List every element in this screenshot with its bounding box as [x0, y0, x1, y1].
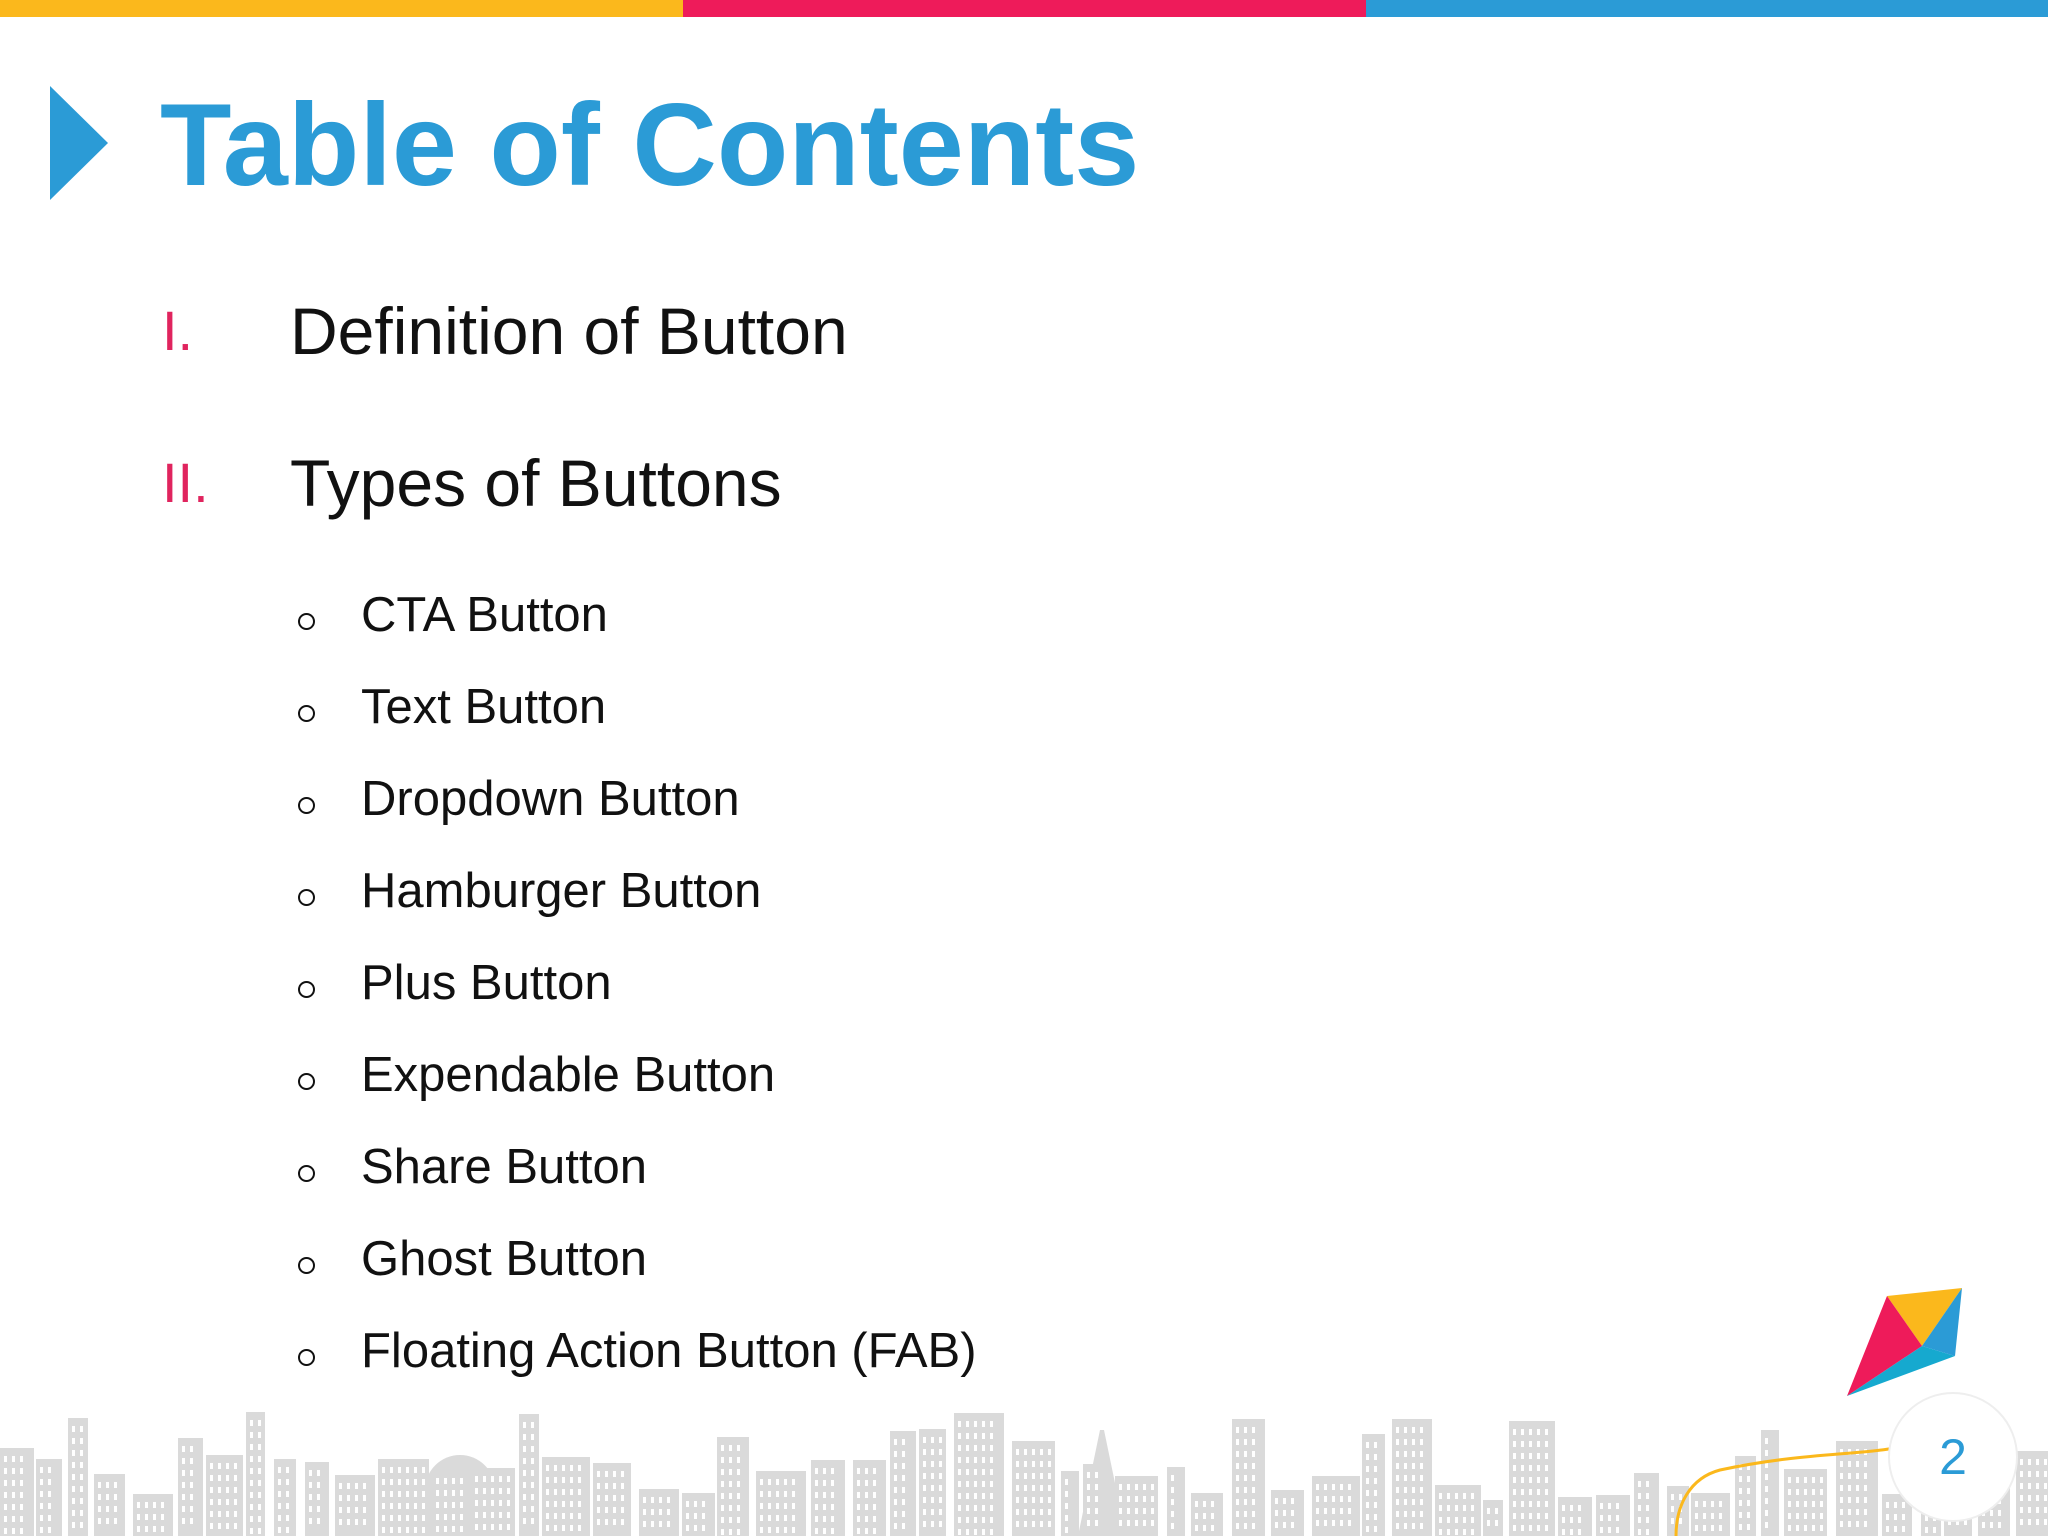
top-accent-bar-blue	[1366, 0, 2048, 17]
subitem-label: Text Button	[361, 680, 607, 734]
title-arrow-icon	[50, 86, 108, 200]
hollow-circle-bullet-icon	[298, 705, 315, 722]
top-accent-bar-yellow	[0, 0, 683, 17]
hollow-circle-bullet-icon	[298, 1349, 315, 1366]
hollow-circle-bullet-icon	[298, 1257, 315, 1274]
hollow-circle-bullet-icon	[298, 981, 315, 998]
subitem-label: CTA Button	[361, 588, 608, 642]
top-accent-bar-pink	[683, 0, 1366, 17]
hollow-circle-bullet-icon	[298, 613, 315, 630]
page-number: 2	[1939, 1429, 1967, 1485]
subitem-label: Floating Action Button (FAB)	[361, 1324, 977, 1378]
section-numeral: II.	[162, 451, 209, 514]
subitem-label: Dropdown Button	[361, 772, 740, 826]
section-label: Types of Buttons	[290, 446, 782, 520]
hollow-circle-bullet-icon	[298, 797, 315, 814]
hollow-circle-bullet-icon	[298, 889, 315, 906]
page-number-badge	[1888, 1392, 2018, 1522]
subitem-label: Hamburger Button	[361, 864, 762, 918]
hollow-circle-bullet-icon	[298, 1165, 315, 1182]
section-numeral: I.	[162, 299, 194, 362]
subitem-label: Expendable Button	[361, 1048, 776, 1102]
subitem-label: Ghost Button	[361, 1232, 648, 1286]
hollow-circle-bullet-icon	[298, 1073, 315, 1090]
subitem-label: Plus Button	[361, 956, 612, 1010]
slide-title: Table of Contents	[160, 79, 1140, 210]
section-label: Definition of Button	[290, 294, 848, 368]
subitem-label: Share Button	[361, 1140, 648, 1194]
